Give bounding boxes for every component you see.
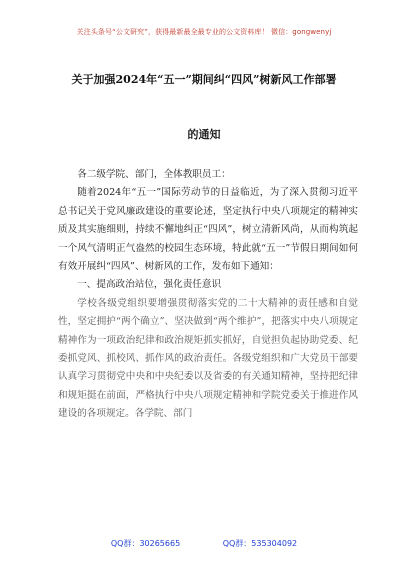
section-heading-1: 一、提高政治站位，强化责任意识 bbox=[77, 279, 222, 291]
paragraph-intro: 随着2024年“五一”国际劳动节的日益临近，为了深入贯彻习近平总书记关于党风廉政建设的重要论述，坚定执行中央八项规定的精神实质及其实施细则，持续不懈地纠正“四风”，树立清新风尚，从而构筑起一个风气清明正气盎然的校园生态环境，特此就“五一”节假日期间如何有效开展纠“四风”、树新风的工作，发布如下通知： bbox=[58, 187, 358, 273]
document-title-line-2: 的通知 bbox=[187, 128, 221, 141]
footer-qq-group-2: QQ群：535304092 bbox=[222, 539, 298, 548]
footer-qq-group-1: QQ群：30265665 bbox=[110, 539, 181, 548]
header-banner: 关注头条号“公文研究”，获得最新最全最专业的公文资料库！ 微信：gongwenyj bbox=[76, 28, 332, 36]
greeting-line: 各二级学院、部门，全体教职员工： bbox=[77, 169, 231, 180]
document-body bbox=[58, 166, 358, 424]
paragraph-section-1: 学校各级党组织要增强贯彻落实党的二十大精神的责任感和自觉性，坚定拥护“两个确立”、坚决做到“两个维护”，把落实中央八项规定精神作为一项政治纪律和政治规矩抓实抓好，自觉担负起协助党委、纪委抓党风、抓校风、抓作风的政治责任。各级党组织和广大党员干部要认真学习贯彻党中央和中央纪委以及省委的有关通知精神，坚持把纪律和规矩挺在前面，严格执行中央八项规定精神和学院党委关于推进作风建设的各项规定。各学院、部门 bbox=[58, 297, 358, 420]
document-title-line-1: 关于加强2024年“五一”期间纠“四风”树新风工作部署 bbox=[71, 73, 337, 86]
footer-contact bbox=[0, 538, 408, 549]
